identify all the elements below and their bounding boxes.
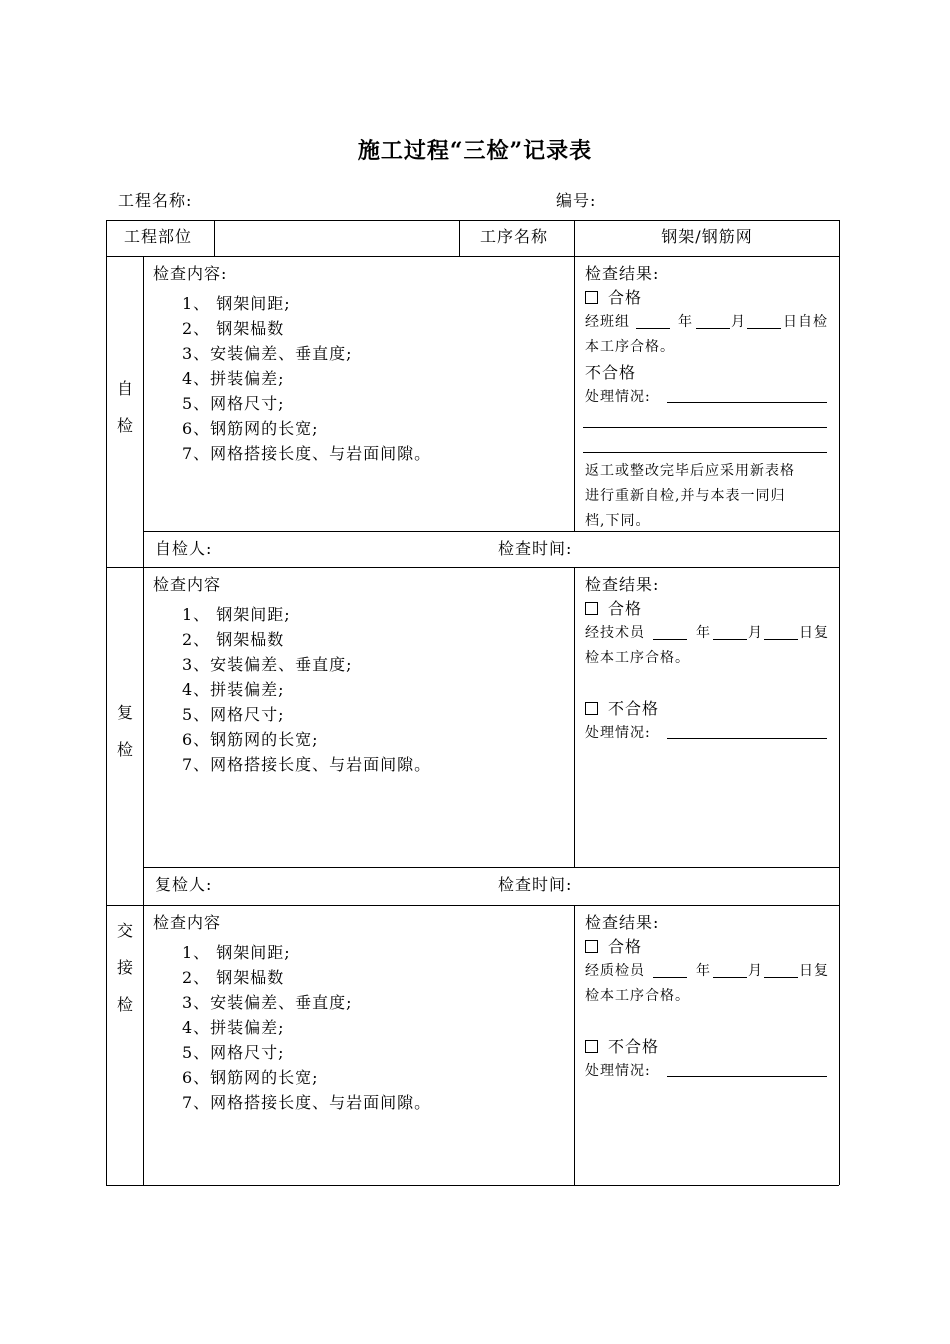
re-check-pass-line2: 检本工序合格。 — [585, 650, 690, 666]
part-label: 工程部位 — [124, 227, 193, 246]
year-label: 年 — [696, 625, 711, 641]
day-label: 日自检 — [783, 314, 828, 330]
process-label: 工序名称 — [480, 227, 549, 246]
checkbox-icon[interactable] — [585, 940, 598, 953]
re-check-content-label: 检查内容 — [153, 575, 222, 594]
handling-line[interactable] — [667, 1076, 827, 1077]
list-item: 1、 钢架间距; — [182, 605, 291, 624]
handover-check-item-list — [182, 940, 431, 1115]
list-item: 5、网格尺寸; — [182, 394, 285, 413]
month-label: 月 — [731, 314, 746, 330]
list-item: 6、钢筋网的长宽; — [182, 419, 319, 438]
list-item: 3、安装偏差、垂直度; — [182, 993, 353, 1012]
year-label: 年 — [696, 963, 711, 979]
self-check-result-label: 检查结果: — [585, 264, 660, 283]
re-check-pass-sentence: 经技术员 — [585, 625, 645, 641]
month-label: 月 — [748, 625, 763, 641]
list-item: 1、 钢架间距; — [182, 294, 291, 313]
handling-line[interactable] — [667, 738, 827, 739]
list-item: 6、钢筋网的长宽; — [182, 1068, 319, 1087]
list-item: 6、钢筋网的长宽; — [182, 730, 319, 749]
list-item: 4、拼装偏差; — [182, 680, 285, 699]
handover-check-fail-option[interactable]: 不合格 — [585, 1034, 659, 1057]
self-check-fail-option[interactable]: 不合格 — [585, 363, 637, 382]
self-check-pass-option[interactable]: 合格 — [585, 285, 642, 308]
handover-check-pass-option[interactable]: 合格 — [585, 934, 642, 957]
handover-check-pass-line2: 检本工序合格。 — [585, 988, 690, 1004]
list-item: 7、网格搭接长度、与岩面间隙。 — [182, 444, 432, 463]
list-item: 5、网格尺寸; — [182, 705, 285, 724]
handover-check-result-label: 检查结果: — [585, 913, 660, 932]
re-check-pass-option[interactable]: 合格 — [585, 596, 642, 619]
re-check-item-list — [182, 602, 431, 777]
handover-check-handling-label: 处理情况: — [585, 1063, 651, 1079]
re-check-person-label: 复检人: — [155, 875, 213, 894]
handover-check-pass-sentence: 经质检员 — [585, 963, 645, 979]
list-item: 7、网格搭接长度、与岩面间隙。 — [182, 1093, 432, 1112]
list-item: 3、安装偏差、垂直度; — [182, 655, 353, 674]
handling-line[interactable] — [583, 427, 827, 428]
re-check-handling-label: 处理情况: — [585, 725, 651, 741]
month-label: 月 — [748, 963, 763, 979]
checkbox-icon[interactable] — [585, 602, 598, 615]
handling-line[interactable] — [667, 402, 827, 403]
day-label: 日复 — [799, 963, 829, 979]
self-check-pass-line2: 本工序合格。 — [585, 339, 675, 355]
list-item: 1、 钢架间距; — [182, 943, 291, 962]
re-check-result-label: 检查结果: — [585, 575, 660, 594]
handling-line[interactable] — [583, 452, 827, 453]
re-check-time-label: 检查时间: — [498, 875, 573, 894]
checkbox-icon[interactable] — [585, 291, 598, 304]
handover-check-content-label: 检查内容 — [153, 913, 222, 932]
self-check-side-label: 自 检 — [116, 379, 133, 435]
list-item: 2、 钢架榀数 — [182, 968, 285, 987]
handover-check-side-label: 交 接 检 — [116, 921, 133, 1014]
list-item: 3、安装偏差、垂直度; — [182, 344, 353, 363]
re-check-fail-option[interactable]: 不合格 — [585, 696, 659, 719]
list-item: 4、拼装偏差; — [182, 1018, 285, 1037]
list-item: 2、 钢架榀数 — [182, 319, 285, 338]
number-label: 编号: — [556, 191, 597, 210]
list-item: 5、网格尺寸; — [182, 1043, 285, 1062]
self-check-content-label: 检查内容: — [153, 264, 228, 283]
year-label: 年 — [678, 314, 693, 330]
self-check-time-label: 检查时间: — [498, 539, 573, 558]
project-name-label: 工程名称: — [118, 191, 193, 210]
list-item: 7、网格搭接长度、与岩面间隙。 — [182, 755, 432, 774]
checkbox-icon[interactable] — [585, 702, 598, 715]
list-item: 4、拼装偏差; — [182, 369, 285, 388]
page-title: 施工过程“三检”记录表 — [357, 138, 593, 164]
process-value: 钢架/钢筋网 — [661, 227, 753, 246]
day-label: 日复 — [799, 625, 829, 641]
re-check-side-label: 复 检 — [116, 703, 133, 759]
list-item: 2、 钢架榀数 — [182, 630, 285, 649]
self-check-pass-sentence: 经班组 — [585, 314, 630, 330]
self-check-person-label: 自检人: — [155, 539, 213, 558]
self-check-item-list — [182, 291, 431, 466]
checkbox-icon[interactable] — [585, 1040, 598, 1053]
self-check-note: 返工或整改完毕后应采用新表格 进行重新自检,并与本表一同归 档,下同。 — [585, 463, 795, 529]
self-check-handling-label: 处理情况: — [585, 389, 651, 405]
